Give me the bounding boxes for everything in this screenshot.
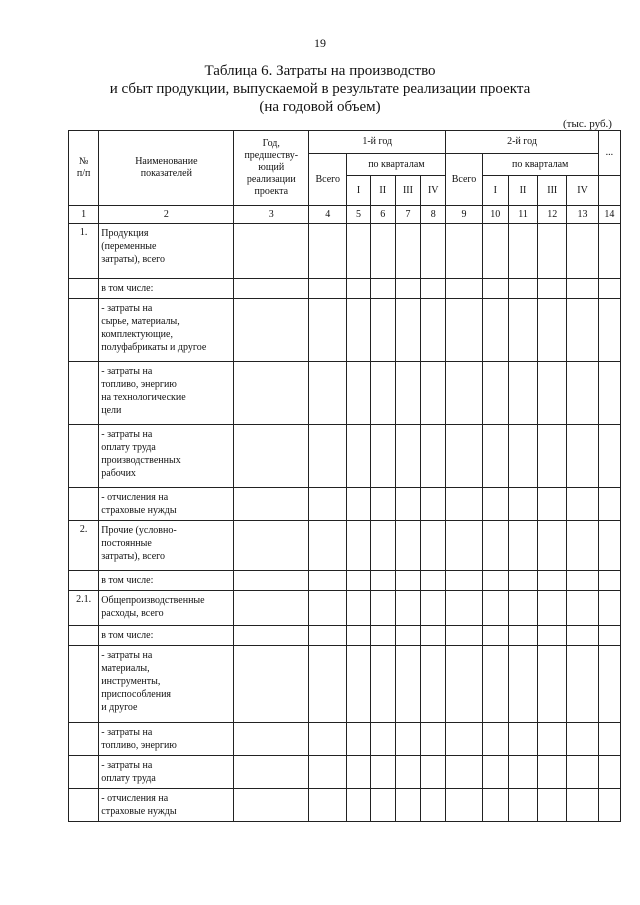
table-title-line-3: (на годовой объем) <box>259 99 381 115</box>
value-cell <box>538 626 567 646</box>
value-cell <box>508 521 537 571</box>
value-cell <box>446 362 482 425</box>
value-cell <box>395 299 420 362</box>
value-cell <box>234 789 309 822</box>
value-cell <box>309 571 347 591</box>
value-cell <box>508 362 537 425</box>
row-name-line: страховые нужды <box>101 806 177 817</box>
row-name-line: расходы, всего <box>101 608 164 619</box>
value-cell <box>567 425 598 488</box>
col-number: 13 <box>567 206 598 224</box>
value-cell <box>309 488 347 521</box>
value-cell <box>421 571 446 591</box>
row-name-line: - затраты на <box>101 366 153 377</box>
value-cell <box>538 521 567 571</box>
value-cell <box>347 789 370 822</box>
value-cell <box>309 646 347 723</box>
value-cell <box>508 756 537 789</box>
value-cell <box>347 626 370 646</box>
table-row <box>69 279 621 299</box>
value-cell <box>538 299 567 362</box>
value-cell <box>567 299 598 362</box>
value-cell <box>370 299 395 362</box>
value-cell <box>538 756 567 789</box>
row-name-line: производственных <box>101 455 181 466</box>
value-cell <box>347 723 370 756</box>
value-cell <box>446 521 482 571</box>
value-cell <box>309 756 347 789</box>
value-cell <box>395 521 420 571</box>
value-cell <box>347 279 370 299</box>
value-cell <box>421 362 446 425</box>
header-year-1: 1-й год <box>309 131 446 154</box>
value-cell <box>234 488 309 521</box>
row-number <box>69 279 99 299</box>
table-row <box>69 299 621 362</box>
value-cell <box>395 591 420 626</box>
row-name <box>99 723 234 756</box>
value-cell <box>421 756 446 789</box>
header-year-2-q4: IV <box>567 176 598 206</box>
value-cell <box>234 362 309 425</box>
value-cell <box>421 626 446 646</box>
row-name-line: - затраты на <box>101 650 153 661</box>
value-cell <box>446 224 482 279</box>
value-cell <box>598 591 620 626</box>
value-cell <box>421 279 446 299</box>
row-name <box>99 224 234 279</box>
value-cell <box>538 488 567 521</box>
value-cell <box>538 789 567 822</box>
row-name-line: топливо, энергию <box>101 740 177 751</box>
header-year-2-q3: III <box>538 176 567 206</box>
value-cell <box>482 789 508 822</box>
value-cell <box>508 425 537 488</box>
row-name <box>99 488 234 521</box>
value-cell <box>309 723 347 756</box>
value-cell <box>482 425 508 488</box>
value-cell <box>538 279 567 299</box>
col-number: 9 <box>446 206 482 224</box>
value-cell <box>309 521 347 571</box>
table-row <box>69 521 621 571</box>
value-cell <box>482 279 508 299</box>
value-cell <box>598 571 620 591</box>
table-title <box>0 62 640 116</box>
value-cell <box>482 362 508 425</box>
row-name-line: - отчисления на <box>101 793 169 804</box>
value-cell <box>598 723 620 756</box>
header-prev-year-line-3: ющий <box>258 162 285 173</box>
value-cell <box>567 591 598 626</box>
row-number <box>69 571 99 591</box>
value-cell <box>309 224 347 279</box>
value-cell <box>309 362 347 425</box>
header-year-1-q1: I <box>347 176 370 206</box>
table-row <box>69 789 621 822</box>
row-name-line: - затраты на <box>101 429 153 440</box>
value-cell <box>508 626 537 646</box>
value-cell <box>421 224 446 279</box>
value-cell <box>446 279 482 299</box>
row-number <box>69 789 99 822</box>
row-name-line: Общепроизводственные <box>101 595 205 606</box>
value-cell <box>538 425 567 488</box>
value-cell <box>421 723 446 756</box>
value-cell <box>421 789 446 822</box>
value-cell <box>538 571 567 591</box>
row-name <box>99 756 234 789</box>
value-cell <box>446 789 482 822</box>
row-number <box>69 756 99 789</box>
value-cell <box>370 279 395 299</box>
row-name-line: оплату труда <box>101 442 156 453</box>
value-cell <box>309 299 347 362</box>
row-name <box>99 789 234 822</box>
row-name <box>99 571 234 591</box>
row-number: 2. <box>69 521 99 571</box>
header-year-1-total: Всего <box>309 154 347 206</box>
header-year-2-by-quarter: по кварталам <box>482 154 598 176</box>
header-prev-year-line-1: Год, <box>262 138 280 149</box>
value-cell <box>395 362 420 425</box>
value-cell <box>508 488 537 521</box>
value-cell <box>538 362 567 425</box>
value-cell <box>347 756 370 789</box>
table-row <box>69 626 621 646</box>
row-name-line: страховые нужды <box>101 505 177 516</box>
value-cell <box>598 279 620 299</box>
table-body <box>69 224 621 822</box>
table-row <box>69 646 621 723</box>
row-name-line: Продукция <box>101 228 149 239</box>
col-number: 4 <box>309 206 347 224</box>
value-cell <box>370 425 395 488</box>
value-cell <box>598 521 620 571</box>
value-cell <box>598 425 620 488</box>
value-cell <box>598 224 620 279</box>
row-name-line: (переменные <box>101 241 157 252</box>
row-name-line: в том числе: <box>101 283 154 294</box>
value-cell <box>234 591 309 626</box>
value-cell <box>370 756 395 789</box>
value-cell <box>309 279 347 299</box>
row-name-line: полуфабрикаты и другое <box>101 342 207 353</box>
table-row <box>69 488 621 521</box>
header-prev-year <box>234 131 309 206</box>
row-number <box>69 646 99 723</box>
value-cell <box>446 756 482 789</box>
value-cell <box>395 571 420 591</box>
value-cell <box>567 723 598 756</box>
value-cell <box>446 646 482 723</box>
value-cell <box>370 224 395 279</box>
header-name-line-2: показателей <box>140 168 192 179</box>
value-cell <box>309 425 347 488</box>
row-number <box>69 488 99 521</box>
value-cell <box>234 723 309 756</box>
col-number: 5 <box>347 206 370 224</box>
table-row <box>69 571 621 591</box>
value-cell <box>347 299 370 362</box>
value-cell <box>370 591 395 626</box>
value-cell <box>234 646 309 723</box>
row-number <box>69 723 99 756</box>
header-num-line-2: п/п <box>76 168 91 179</box>
header-year-1-q4: IV <box>421 176 446 206</box>
header-prev-year-line-5: проекта <box>254 186 289 197</box>
row-name-line: сырье, материалы, <box>101 316 180 327</box>
value-cell <box>370 521 395 571</box>
cost-table <box>68 130 621 822</box>
header-num <box>69 131 99 206</box>
value-cell <box>370 646 395 723</box>
value-cell <box>370 789 395 822</box>
header-num-line-1: № <box>78 156 89 167</box>
value-cell <box>482 521 508 571</box>
value-cell <box>446 425 482 488</box>
value-cell <box>508 224 537 279</box>
row-name-line: затраты), всего <box>101 254 166 265</box>
col-number: 2 <box>99 206 234 224</box>
value-cell <box>234 521 309 571</box>
value-cell <box>567 488 598 521</box>
value-cell <box>234 425 309 488</box>
row-name <box>99 646 234 723</box>
row-name-line: инструменты, <box>101 676 161 687</box>
value-cell <box>446 626 482 646</box>
value-cell <box>598 488 620 521</box>
value-cell <box>482 756 508 789</box>
row-name-line: постоянные <box>101 538 152 549</box>
table-title-line-2: и сбыт продукции, выпускаемой в результате реализации проекта <box>109 81 531 97</box>
row-name-line: Прочие (условно- <box>101 525 177 536</box>
col-number: 6 <box>370 206 395 224</box>
value-cell <box>347 488 370 521</box>
value-cell <box>446 571 482 591</box>
header-year-2-q1: I <box>482 176 508 206</box>
value-cell <box>347 425 370 488</box>
row-number <box>69 425 99 488</box>
table-header <box>69 131 621 224</box>
value-cell <box>567 362 598 425</box>
row-name-line: - отчисления на <box>101 492 169 503</box>
value-cell <box>309 591 347 626</box>
row-name-line: приспособления <box>101 689 172 700</box>
value-cell <box>567 646 598 723</box>
value-cell <box>538 224 567 279</box>
col-number: 12 <box>538 206 567 224</box>
value-cell <box>309 789 347 822</box>
header-year-1-q2: II <box>370 176 395 206</box>
header-year-2-total: Всего <box>446 154 482 206</box>
value-cell <box>234 279 309 299</box>
value-cell <box>446 723 482 756</box>
header-ellipsis: ... <box>598 131 620 176</box>
row-name-line: - затраты на <box>101 760 153 771</box>
header-year-1-q3: III <box>395 176 420 206</box>
value-cell <box>508 279 537 299</box>
value-cell <box>347 646 370 723</box>
value-cell <box>309 626 347 646</box>
value-cell <box>598 299 620 362</box>
header-name-line-1: Наименование <box>135 156 198 167</box>
value-cell <box>567 789 598 822</box>
value-cell <box>598 646 620 723</box>
value-cell <box>347 591 370 626</box>
value-cell <box>482 224 508 279</box>
table-row <box>69 425 621 488</box>
value-cell <box>482 299 508 362</box>
value-cell <box>538 646 567 723</box>
row-name <box>99 521 234 571</box>
col-number: 11 <box>508 206 537 224</box>
value-cell <box>421 591 446 626</box>
row-name-line: топливо, энергию <box>101 379 177 390</box>
value-cell <box>347 521 370 571</box>
value-cell <box>395 723 420 756</box>
value-cell <box>567 224 598 279</box>
value-cell <box>395 789 420 822</box>
table-row <box>69 591 621 626</box>
table-title-line-1: Таблица 6. Затраты на производство <box>204 63 436 79</box>
value-cell <box>395 646 420 723</box>
row-number <box>69 626 99 646</box>
row-number: 2.1. <box>69 591 99 626</box>
value-cell <box>598 362 620 425</box>
value-cell <box>598 626 620 646</box>
row-name-line: затраты), всего <box>101 551 166 562</box>
units-label: (тыс. руб.) <box>563 118 612 130</box>
value-cell <box>482 591 508 626</box>
table-row <box>69 362 621 425</box>
col-number: 1 <box>69 206 99 224</box>
value-cell <box>508 591 537 626</box>
value-cell <box>421 646 446 723</box>
header-year-1-by-quarter: по кварталам <box>347 154 446 176</box>
row-name-line: и другое <box>101 702 138 713</box>
row-name-line: - затраты на <box>101 303 153 314</box>
value-cell <box>446 591 482 626</box>
value-cell <box>482 646 508 723</box>
value-cell <box>370 626 395 646</box>
value-cell <box>421 299 446 362</box>
table-row <box>69 756 621 789</box>
row-name-line: в том числе: <box>101 630 154 641</box>
col-number: 7 <box>395 206 420 224</box>
value-cell <box>395 425 420 488</box>
value-cell <box>347 571 370 591</box>
value-cell <box>482 571 508 591</box>
value-cell <box>598 789 620 822</box>
value-cell <box>234 224 309 279</box>
value-cell <box>508 723 537 756</box>
value-cell <box>421 425 446 488</box>
value-cell <box>567 756 598 789</box>
value-cell <box>567 521 598 571</box>
value-cell <box>538 591 567 626</box>
row-name-line: цели <box>101 405 122 416</box>
row-name-line: на технологические <box>101 392 186 403</box>
value-cell <box>234 571 309 591</box>
header-year-2: 2-й год <box>446 131 598 154</box>
row-number <box>69 362 99 425</box>
table-row <box>69 224 621 279</box>
value-cell <box>538 723 567 756</box>
row-name <box>99 591 234 626</box>
value-cell <box>395 756 420 789</box>
value-cell <box>421 521 446 571</box>
row-name <box>99 362 234 425</box>
col-number: 14 <box>598 206 620 224</box>
value-cell <box>234 626 309 646</box>
row-name <box>99 626 234 646</box>
row-name <box>99 279 234 299</box>
value-cell <box>482 723 508 756</box>
value-cell <box>446 299 482 362</box>
value-cell <box>370 488 395 521</box>
value-cell <box>482 488 508 521</box>
column-number-row <box>69 206 621 224</box>
value-cell <box>370 571 395 591</box>
value-cell <box>567 279 598 299</box>
page-number: 19 <box>314 36 326 50</box>
header-prev-year-line-2: предшеству- <box>244 150 299 161</box>
row-name-line: комплектующие, <box>101 329 173 340</box>
value-cell <box>370 362 395 425</box>
value-cell <box>508 571 537 591</box>
header-year-2-q2: II <box>508 176 537 206</box>
row-name-line: оплату труда <box>101 773 156 784</box>
col-number: 3 <box>234 206 309 224</box>
row-name-line: рабочих <box>101 468 136 479</box>
value-cell <box>482 626 508 646</box>
value-cell <box>395 488 420 521</box>
value-cell <box>508 789 537 822</box>
row-name-line: материалы, <box>101 663 150 674</box>
table-row <box>69 723 621 756</box>
value-cell <box>347 224 370 279</box>
header-prev-year-line-4: реализации <box>246 174 296 185</box>
header-ellipsis-blank <box>598 176 620 206</box>
value-cell <box>395 626 420 646</box>
value-cell <box>347 362 370 425</box>
value-cell <box>395 224 420 279</box>
row-name <box>99 425 234 488</box>
row-name <box>99 299 234 362</box>
value-cell <box>508 299 537 362</box>
col-number: 8 <box>421 206 446 224</box>
value-cell <box>234 299 309 362</box>
value-cell <box>567 571 598 591</box>
row-name-line: в том числе: <box>101 575 154 586</box>
col-number: 10 <box>482 206 508 224</box>
value-cell <box>370 723 395 756</box>
value-cell <box>598 756 620 789</box>
value-cell <box>508 646 537 723</box>
value-cell <box>446 488 482 521</box>
value-cell <box>234 756 309 789</box>
row-number <box>69 299 99 362</box>
value-cell <box>567 626 598 646</box>
value-cell <box>395 279 420 299</box>
header-name <box>99 131 234 206</box>
value-cell <box>421 488 446 521</box>
row-number: 1. <box>69 224 99 279</box>
row-name-line: - затраты на <box>101 727 153 738</box>
